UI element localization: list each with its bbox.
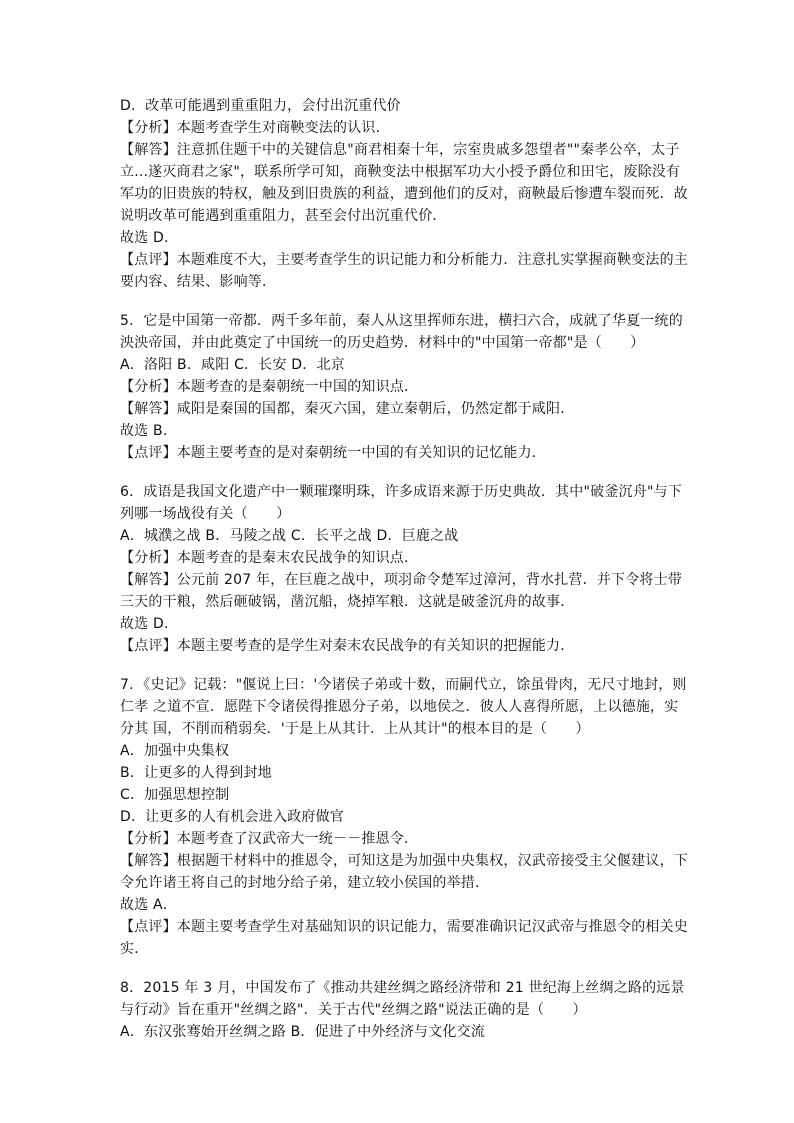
q5-analysis: 【分析】本题考查的是秦朝统一中国的知识点．: [120, 379, 419, 395]
q8-stem-line-2: 与行动》旨在重开"丝绸之路"．关于古代"丝绸之路"说法正确的是（ ）: [120, 1002, 587, 1018]
q7-option-c: C．加强思想控制: [120, 787, 230, 803]
q7-answer-line-1: 【解答】根据题干材料中的推恩令，可知这是为加强中央集权，汉武帝接受主父偃建议，下: [120, 853, 688, 869]
q7-comment-line-2: 实．: [120, 941, 149, 957]
q5-stem-line-2: 泱泱帝国，并由此奠定了中国统一的历史趋势．材料中的"中国第一帝都"是（ ）: [120, 335, 645, 351]
q4-comment-line-1: 【点评】本题难度不大，主要考查学生的识记能力和分析能力．注意扎实掌握商鞅变法的主: [120, 252, 688, 268]
q4-answer-line-2: 立...遂灭商君之家"，联系所学可知，商鞅变法中根据军功大小授予爵位和田宅，废除没有: [120, 164, 681, 180]
q8-stem-line-1: 8．2015 年 3 月，中国发布了《推动共建丝绸之路经济带和 21 世纪海上丝绸之路的远景: [120, 980, 685, 996]
q7-analysis: 【分析】本题考查了汉武帝大一统－－推恩令．: [120, 831, 419, 847]
q5-options: A．洛阳 B．咸阳 C．长安 D．北京: [120, 357, 345, 373]
q7-stem-line-2: 仁孝 之道不宣．愿陛下令诸侯得推恩分子弟，以地侯之．彼人人喜得所愿，上以德施，实: [120, 699, 679, 715]
q4-answer-line-4: 说明改革可能遇到重重阻力，甚至会付出沉重代价．: [120, 208, 447, 224]
q6-stem-line-1: 6．成语是我国文化遗产中一颗璀璨明珠，许多成语来源于历史典故．其中"破釜沉舟"与下: [120, 484, 682, 500]
q4-answer-line-1: 【解答】注意抓住题干中的关键信息"商君相秦十年，宗室贵戚多怨望者""秦孝公卒，太子: [120, 142, 680, 158]
q4-analysis: 【分析】本题考查学生对商鞅变法的认识．: [120, 120, 390, 136]
q6-options: A．城濮之战 B．马陵之战 C．长平之战 D．巨鹿之战: [120, 528, 459, 544]
q5-choice: 故选 B．: [120, 423, 178, 439]
q5-comment: 【点评】本题主要考查的是对秦朝统一中国的有关知识的记忆能力．: [120, 445, 546, 461]
q4-choice: 故选 D．: [120, 230, 179, 246]
q7-option-b: B．让更多的人得到封地: [120, 765, 272, 781]
q6-answer-line-1: 【解答】公元前 207 年，在巨鹿之战中，项羽命令楚军过漳河，背水扎营．并下令将士带: [120, 572, 683, 588]
q7-comment-line-1: 【点评】本题主要考查学生对基础知识的识记能力，需要准确识记汉武帝与推恩令的相关史: [120, 919, 688, 935]
q6-comment: 【点评】本题主要考查的是学生对秦末农民战争的有关知识的把握能力．: [120, 638, 575, 654]
q4-answer-line-3: 军功的旧贵族的特权，触及到旧贵族的利益，遭到他们的反对，商鞅最后惨遭车裂而死．故: [120, 186, 688, 202]
q5-answer: 【解答】咸阳是秦国的国都，秦灭六国，建立秦朝后，仍然定都于咸阳．: [120, 401, 575, 417]
q7-stem-line-3: 分其 国，不削而稍弱矣．'于是上从其计．上从其计"的根本目的是（ ）: [120, 721, 590, 737]
q4-comment-line-2: 要内容、结果、影响等．: [120, 274, 277, 290]
q5-stem-line-1: 5．它是中国第一帝都．两千多年前，秦人从这里挥师东进，横扫六合，成就了华夏一统的: [120, 313, 683, 329]
q6-answer-line-2: 三天的干粮，然后砸破锅，凿沉船，烧掉军粮．这就是破釜沉舟的故事．: [120, 594, 575, 610]
q7-option-a: A．加强中央集权: [120, 743, 230, 759]
q6-choice: 故选 D．: [120, 616, 179, 632]
q7-stem-line-1: 7．《史记》记载："偃说上曰：'今诸侯子弟或十数，而嗣代立，馀虽骨肉，无尺寸地封，则: [120, 677, 687, 693]
q4-option-d: D．改革可能遇到重重阻力，会付出沉重代价: [120, 98, 401, 114]
q6-analysis: 【分析】本题考查的是秦末农民战争的知识点．: [120, 550, 419, 566]
q8-options-ab: A．东汉张骞始开丝绸之路 B．促进了中外经济与文化交流: [120, 1024, 486, 1040]
q7-choice: 故选 A．: [120, 897, 178, 913]
q7-answer-line-2: 令允许诸王将自己的封地分给子弟，建立较小侯国的举措．: [120, 875, 490, 891]
q6-stem-line-2: 列哪一场战役有关（ ）: [120, 506, 291, 522]
q7-option-d: D．让更多的人有机会进入政府做官: [120, 809, 344, 825]
